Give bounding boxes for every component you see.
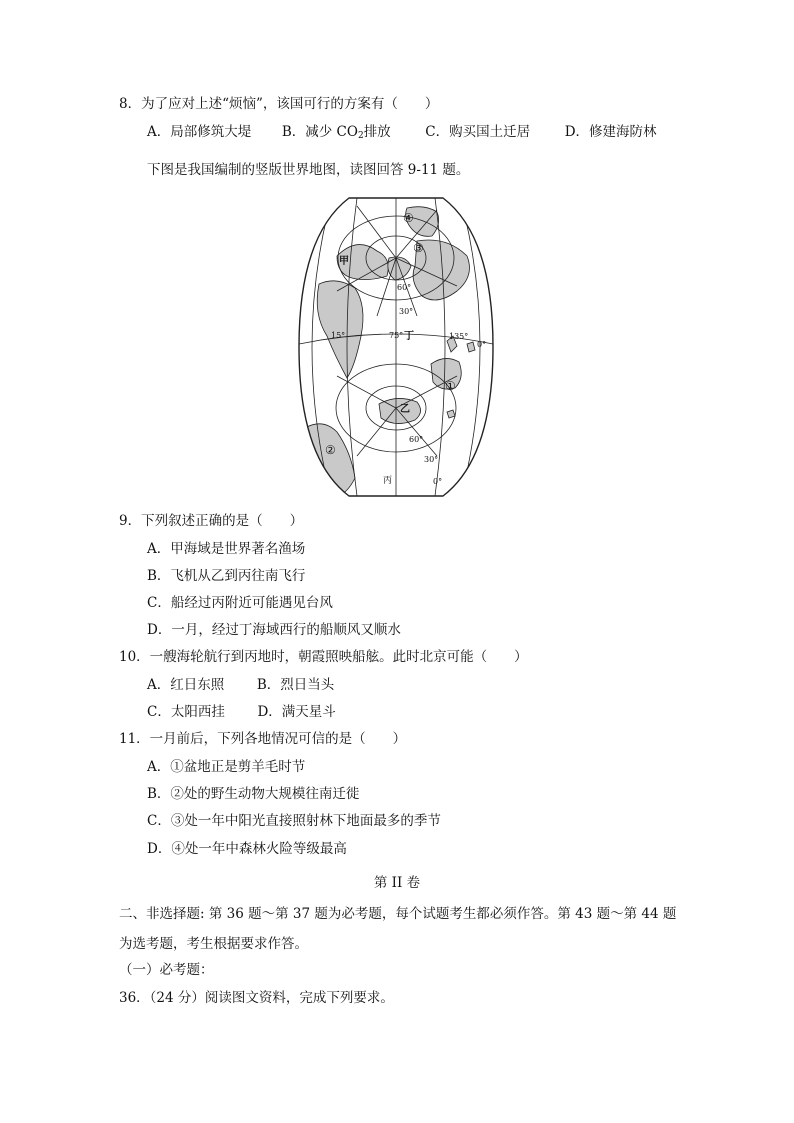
section2-required-heading: （一）必考题： — [119, 962, 214, 978]
q10-option-b: B．烈日当头 — [256, 677, 335, 693]
label-jia: 甲 — [339, 256, 349, 267]
label-marker-4: ④ — [403, 211, 414, 225]
label-lon75: 75° — [389, 331, 404, 340]
q11-option-d: D．④处一年中森林火险等级最高 — [147, 841, 347, 857]
q11-option-b: B．②处的野生动物大规模往南迁徙 — [147, 786, 360, 802]
section2-intro-line1: 二、非选择题: 第 36 题～第 37 题为必考题，每个试题考生都必须作答。第 43 题～第 44 题 — [119, 906, 677, 922]
label-yi: 乙 — [400, 404, 410, 415]
label-lat60n: 60° — [397, 283, 412, 292]
q36-stem: 36．（24 分）阅读图文资料，完成下列要求。 — [119, 990, 394, 1006]
label-eq0: 0° — [477, 340, 487, 349]
q9-option-c: C．船经过丙附近可能遇见台风 — [147, 595, 333, 611]
label-marker-2: ② — [325, 443, 336, 457]
q8-options — [147, 123, 657, 145]
label-lon135: 135° — [449, 332, 469, 341]
section2-title: 第 II 卷 — [373, 875, 421, 891]
label-lon15: 15° — [331, 331, 346, 340]
section2-intro-line2: 为选考题，考生根据要求作答。 — [119, 936, 308, 952]
q10-stem: 10．一艘海轮航行到丙地时，朝霞照映船舷。此时北京可能（ ） — [119, 649, 528, 665]
q9-option-a: A．甲海域是世界著名渔场 — [147, 541, 306, 557]
q10-option-c: C．太阳西挂 — [147, 704, 225, 720]
label-bing: 丙 — [383, 476, 393, 486]
q11-stem: 11．一月前后，下列各地情况可信的是（ ） — [119, 731, 407, 747]
q9-option-b: B．飞机从乙到丙往南飞行 — [147, 568, 306, 584]
q10-option-d: D．满天星斗 — [257, 704, 336, 720]
q11-option-a: A．①盆地正是剪羊毛时节 — [147, 759, 306, 775]
africa-land — [317, 281, 363, 378]
label-marker-1: ① — [445, 379, 456, 393]
q8-option-a: A．局部修筑大堤 — [147, 124, 252, 140]
q8-stem: 8．为了应对上述“烦恼”，该国可行的方案有（ ） — [119, 96, 439, 112]
q8-option-c: C．购买国土迁居 — [425, 124, 531, 140]
label-lat60s: 60° — [409, 435, 424, 444]
world-map-figure — [297, 196, 495, 498]
label-marker-3: ③ — [413, 241, 424, 255]
label-zero-s: 0° — [433, 477, 443, 486]
label-lat30n: 30° — [399, 307, 414, 316]
label-ding: 丁 — [404, 331, 414, 342]
q9-option-d: D．一月，经过丁海域西行的船顺风又顺水 — [147, 622, 401, 638]
q10-option-a: A．红日东照 — [147, 677, 225, 693]
q8-option-d: D．修建海防林 — [564, 124, 657, 140]
label-lat30s: 30° — [424, 455, 439, 464]
q9-stem: 9．下列叙述正确的是（ ） — [119, 513, 304, 529]
south-america-land — [304, 424, 355, 496]
q11-option-c: C．③处一年中阳光直接照射林下地面最多的季节 — [147, 813, 441, 829]
q8-option-b: B．减少 $CO_2$排放 — [281, 124, 391, 141]
q10-options-row2 — [147, 703, 336, 721]
q10-options-row1 — [147, 676, 334, 694]
map-intro: 下图是我国编制的竖版世界地图，读图回答 9-11 题。 — [147, 162, 470, 178]
